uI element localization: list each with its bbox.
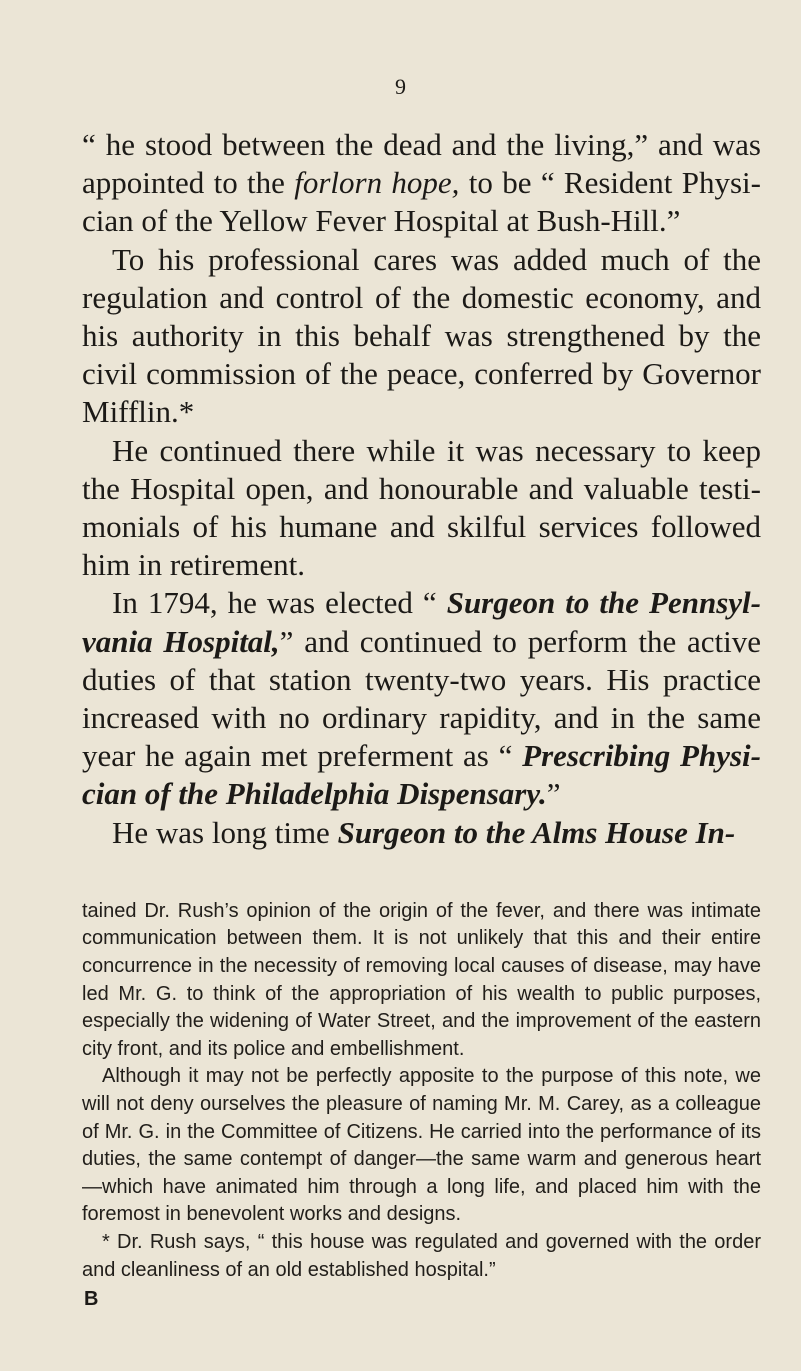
paragraph-4 — [82, 584, 761, 813]
italic-run: forlorn hope, — [294, 165, 460, 201]
italic-run: Surgeon to the Pennsylvania Hospital, — [82, 585, 761, 659]
text-run: He was long time — [112, 814, 338, 850]
text-run: “ he stood between the dead and the living,” and was appointed to the — [82, 127, 761, 201]
text-run: ” — [546, 776, 561, 812]
paragraph-5 — [82, 814, 761, 852]
page-number: 9 — [395, 74, 406, 99]
footnote-paragraph: Although it may not be perfectly apposite to the purpose of this note, we will not deny ourselves the pleasure of naming Mr. M. Carey, as a colleague of Mr. G. in the Committee of Citizens. He carried into the performance of its duties, the same contempt of danger—the same warm and generous heart—which have animated him through a long life, and placed him with the foremost in benevolent works and designs. — [82, 1065, 761, 1226]
text-run: to be “ Resident Physician of the Yellow Fever Hospital at Bush-Hill.” — [82, 165, 761, 239]
italic-run: Surgeon to the Alms House In- — [337, 814, 736, 850]
italic-run: Prescribing Physician of the Philadelphia Dispensary. — [82, 738, 761, 812]
paragraph-1 — [82, 126, 761, 241]
paragraph-3: He continued there while it was necessary to keep the Hospital open, and honourable and valuable testimonials of his humane and skilful services followed him in retirement. — [82, 432, 761, 583]
signature-mark: B — [84, 1288, 99, 1311]
main-text — [82, 126, 761, 852]
text-run: ” and continued to perform the active duties of that station twenty-two years. His practice increased with no ordinary rapidity, and in the same year he again met preferment as “ — [82, 623, 761, 774]
paragraph-2: To his professional cares was added much of the regulation and control of the domestic economy, and his authority in this behalf was strengthened by the civil commission of the peace, conferred by Governor Mifflin.* — [82, 241, 761, 430]
footnote-continuation: tained Dr. Rush’s opinion of the origin of the fever, and there was intimate communication between them. It is not unlikely that this and their entire concurrence in the necessity of removing local causes of disease, may have led Mr. G. to think of the appropriation of his wealth to public purposes, especially the widening of Water Street, and the improvement of the eastern city front, and its police and embellishment. — [82, 899, 761, 1060]
footnote-rush: * Dr. Rush says, “ this house was regulated and governed with the order and cleanliness of an old established hospital.” — [82, 1230, 761, 1281]
text-run: In 1794, he was elected “ — [112, 585, 447, 621]
footnotes — [82, 898, 761, 1284]
